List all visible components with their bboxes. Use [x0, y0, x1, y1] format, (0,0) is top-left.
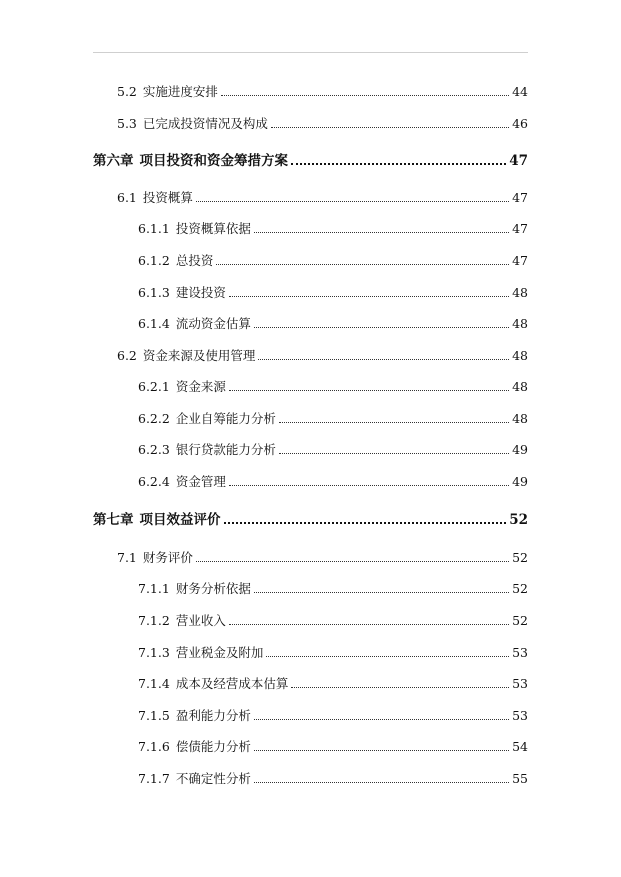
- dot-leader: [229, 624, 509, 625]
- dot-leader: [291, 687, 509, 688]
- toc-entry[interactable]: [138, 442, 528, 458]
- dot-leader: [258, 359, 509, 360]
- dot-leader: [279, 422, 509, 423]
- toc-page-number: 48: [512, 379, 528, 394]
- dot-leader: [196, 201, 509, 202]
- toc-chapter-number: 第七章: [93, 512, 134, 528]
- toc-chapter-entry[interactable]: [93, 512, 528, 528]
- toc-title: 财务评价: [142, 550, 193, 565]
- toc-title: 盈利能力分析: [175, 708, 251, 723]
- toc-entry[interactable]: [138, 708, 528, 724]
- toc-number: 5.2: [117, 84, 137, 99]
- toc-number: 7.1.7: [138, 771, 170, 786]
- toc-entry[interactable]: [138, 285, 528, 301]
- toc-title: 银行贷款能力分析: [175, 442, 276, 457]
- dot-leader: [279, 453, 509, 454]
- toc-title: 成本及经营成本估算: [175, 676, 289, 691]
- dot-leader: [229, 485, 509, 486]
- toc-entry[interactable]: [138, 253, 528, 269]
- toc-number: 7.1: [117, 550, 137, 565]
- toc-page-number: 47: [512, 253, 528, 268]
- dot-leader: [229, 390, 509, 391]
- dot-leader: [271, 127, 509, 128]
- toc-entry[interactable]: [117, 116, 528, 132]
- toc-page-number: 53: [512, 676, 528, 691]
- toc-number: 6.1: [117, 190, 137, 205]
- dot-leader: [221, 95, 509, 96]
- toc-page-number: 47: [509, 153, 528, 169]
- toc-title: 营业收入: [175, 613, 226, 628]
- toc-page-number: 53: [512, 645, 528, 660]
- toc-entry[interactable]: [138, 221, 528, 237]
- toc-entry[interactable]: [138, 771, 528, 787]
- toc-title: 资金管理: [175, 474, 226, 489]
- toc-page-number: 52: [512, 550, 528, 565]
- toc-page-number: 48: [512, 348, 528, 363]
- toc-title: 营业税金及附加: [175, 645, 264, 660]
- toc-entry[interactable]: [138, 581, 528, 597]
- toc-title: 投资概算: [142, 190, 193, 205]
- toc-number: 6.1.4: [138, 316, 170, 331]
- toc-chapter-title: 项目效益评价: [139, 512, 221, 528]
- toc-number: 6.1.1: [138, 221, 170, 236]
- toc-title: 资金来源及使用管理: [142, 348, 256, 363]
- toc-page-number: 53: [512, 708, 528, 723]
- toc-page-number: 47: [512, 190, 528, 205]
- toc-page-number: 55: [512, 771, 528, 786]
- toc-number: 7.1.3: [138, 645, 170, 660]
- dot-leader: [254, 750, 509, 751]
- dot-leader: [216, 264, 509, 265]
- toc-page-number: 54: [512, 739, 528, 754]
- toc-title: 建设投资: [175, 285, 226, 300]
- dot-leader: [254, 782, 509, 783]
- toc-title: 流动资金估算: [175, 316, 251, 331]
- toc-page-number: 48: [512, 411, 528, 426]
- toc-title: 投资概算依据: [175, 221, 251, 236]
- toc-title: 实施进度安排: [142, 84, 218, 99]
- toc-title: 企业自筹能力分析: [175, 411, 276, 426]
- dot-leader: [254, 327, 509, 328]
- toc-entry[interactable]: [117, 550, 528, 566]
- dot-leader: [254, 232, 509, 233]
- dot-leader: [291, 163, 506, 165]
- dot-leader: [254, 719, 509, 720]
- toc-number: 6.2: [117, 348, 137, 363]
- toc-page-number: 48: [512, 316, 528, 331]
- toc-chapter-title: 项目投资和资金筹措方案: [139, 153, 288, 169]
- toc-title: 资金来源: [175, 379, 226, 394]
- toc-number: 6.1.2: [138, 253, 170, 268]
- dot-leader: [229, 296, 509, 297]
- toc-entry[interactable]: [117, 84, 528, 100]
- dot-leader: [254, 592, 509, 593]
- toc-number: 6.1.3: [138, 285, 170, 300]
- toc-chapter-number: 第六章: [93, 153, 134, 169]
- dot-leader: [196, 561, 509, 562]
- toc-title: 偿债能力分析: [175, 739, 251, 754]
- toc-entry[interactable]: [138, 739, 528, 755]
- toc-entry[interactable]: [117, 348, 528, 364]
- toc-page-number: 52: [509, 512, 528, 528]
- toc-number: 5.3: [117, 116, 137, 131]
- toc-number: 6.2.4: [138, 474, 170, 489]
- toc-entry[interactable]: [117, 190, 528, 206]
- toc-number: 7.1.5: [138, 708, 170, 723]
- dot-leader: [224, 522, 507, 524]
- toc-page-number: 49: [512, 474, 528, 489]
- toc-number: 7.1.4: [138, 676, 170, 691]
- toc-page-number: 48: [512, 285, 528, 300]
- toc-entry[interactable]: [138, 676, 528, 692]
- toc-entry[interactable]: [138, 316, 528, 332]
- toc-number: 7.1.1: [138, 581, 170, 596]
- toc-number: 6.2.2: [138, 411, 170, 426]
- toc-chapter-entry[interactable]: [93, 153, 528, 169]
- toc-page-number: 49: [512, 442, 528, 457]
- toc-page-number: 52: [512, 581, 528, 596]
- toc-page-number: 47: [512, 221, 528, 236]
- toc-number: 7.1.6: [138, 739, 170, 754]
- toc-entry[interactable]: [138, 474, 528, 490]
- toc-title: 不确定性分析: [175, 771, 251, 786]
- toc-entry[interactable]: [138, 645, 528, 661]
- toc-number: 6.2.3: [138, 442, 170, 457]
- toc-number: 7.1.2: [138, 613, 170, 628]
- toc-entry[interactable]: [138, 411, 528, 427]
- toc-title: 财务分析依据: [175, 581, 251, 596]
- toc-page-number: 44: [512, 84, 528, 99]
- toc-number: 6.2.1: [138, 379, 170, 394]
- toc-title: 已完成投资情况及构成: [142, 116, 268, 131]
- toc-title: 总投资: [175, 253, 214, 268]
- toc-page-number: 46: [512, 116, 528, 131]
- dot-leader: [266, 656, 509, 657]
- toc-entry[interactable]: [138, 379, 528, 395]
- toc-page-number: 52: [512, 613, 528, 628]
- toc-entry[interactable]: [138, 613, 528, 629]
